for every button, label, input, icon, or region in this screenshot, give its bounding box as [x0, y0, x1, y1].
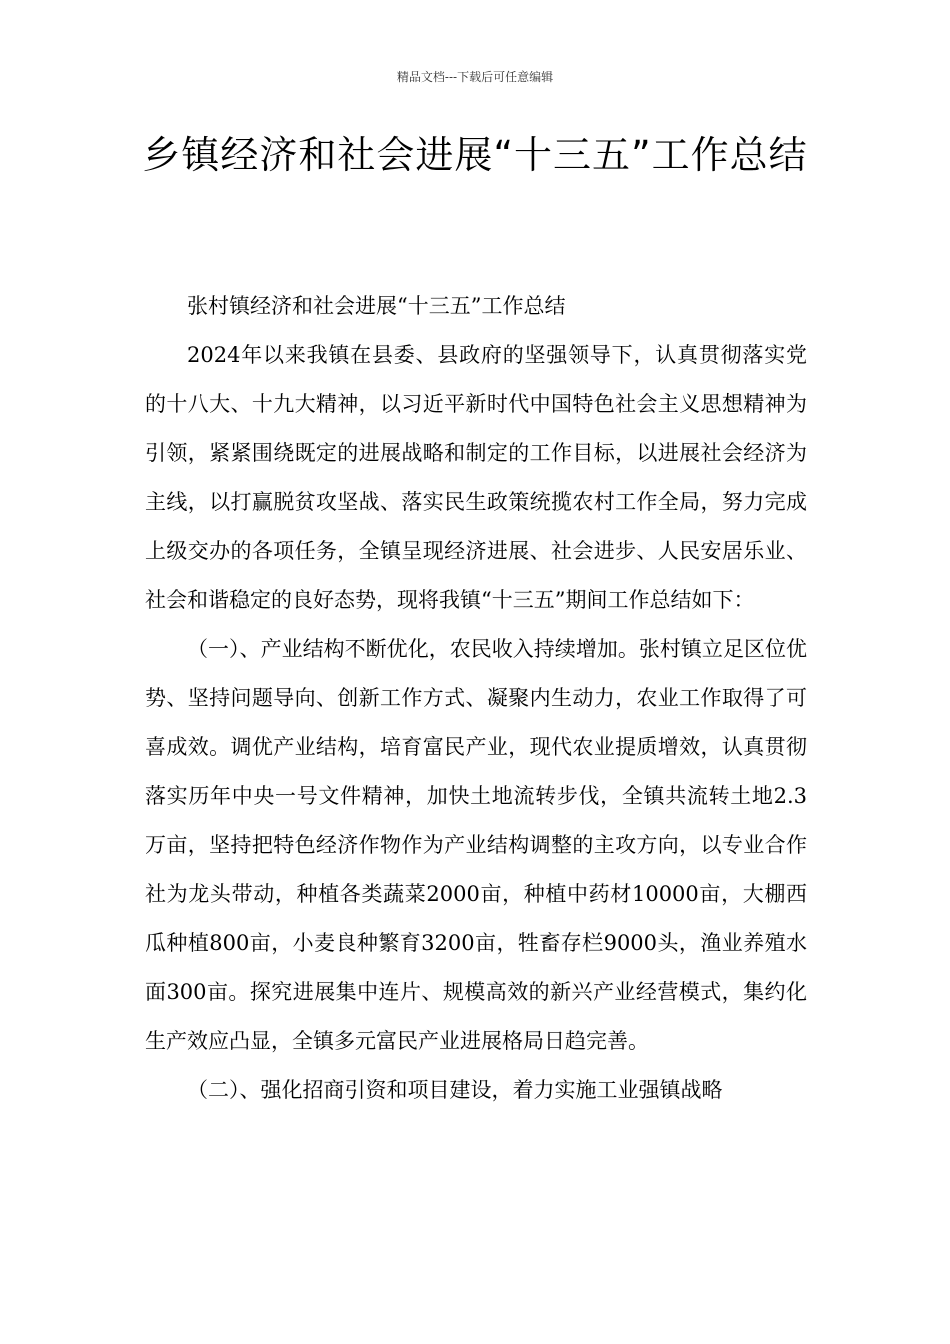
document-title: 乡镇经济和社会进展“十三五”工作总结: [142, 133, 808, 177]
paragraph-section-one: （一）、产业结构不断优化，农民收入持续增加。张村镇立足区位优势、坚持问题导向、创新工作方式、凝聚内生动力，农业工作取得了可喜成效。调优产业结构，培育富民产业，现代农业提质增效，认真贯彻落实历年中央一号文件精神，加快土地流转步伐，全镇共流转土地2.3万亩，坚持把特色经济作物作为产业结构调整的主攻方向，以专业合作社为龙头带动，种植各类蔬菜2000亩，种植中药材10000亩，大棚西瓜种植800亩，小麦良种繁育3200亩，牲畜存栏9000头，渔业养殖水面300亩。探究进展集中连片、规模高效的新兴产业经营模式，集约化生产效应凸显，全镇多元富民产业进展格局日趋完善。: [145, 637, 807, 1053]
paragraph-intro: 2024年以来我镇在县委、县政府的坚强领导下，认真贯彻落实党的十八大、十九大精神，以习近平新时代中国特色社会主义思想精神为引领，紧紧围绕既定的进展战略和制定的工作目标，以进展社会经济为主线，以打赢脱贫攻坚战、落实民生政策统揽农村工作全局，努力完成上级交办的各项任务，全镇呈现经济进展、社会进步、人民安居乐业、社会和谐稳定的良好态势，现将我镇“十三五”期间工作总结如下：: [145, 343, 807, 612]
paragraph-subtitle: 张村镇经济和社会进展“十三五”工作总结: [187, 294, 566, 318]
header-note: 精品文档---下载后可任意编辑: [396, 70, 554, 84]
document-body: [145, 282, 807, 1115]
paragraph-section-two: （二）、强化招商引资和项目建设，着力实施工业强镇战略: [187, 1078, 723, 1102]
